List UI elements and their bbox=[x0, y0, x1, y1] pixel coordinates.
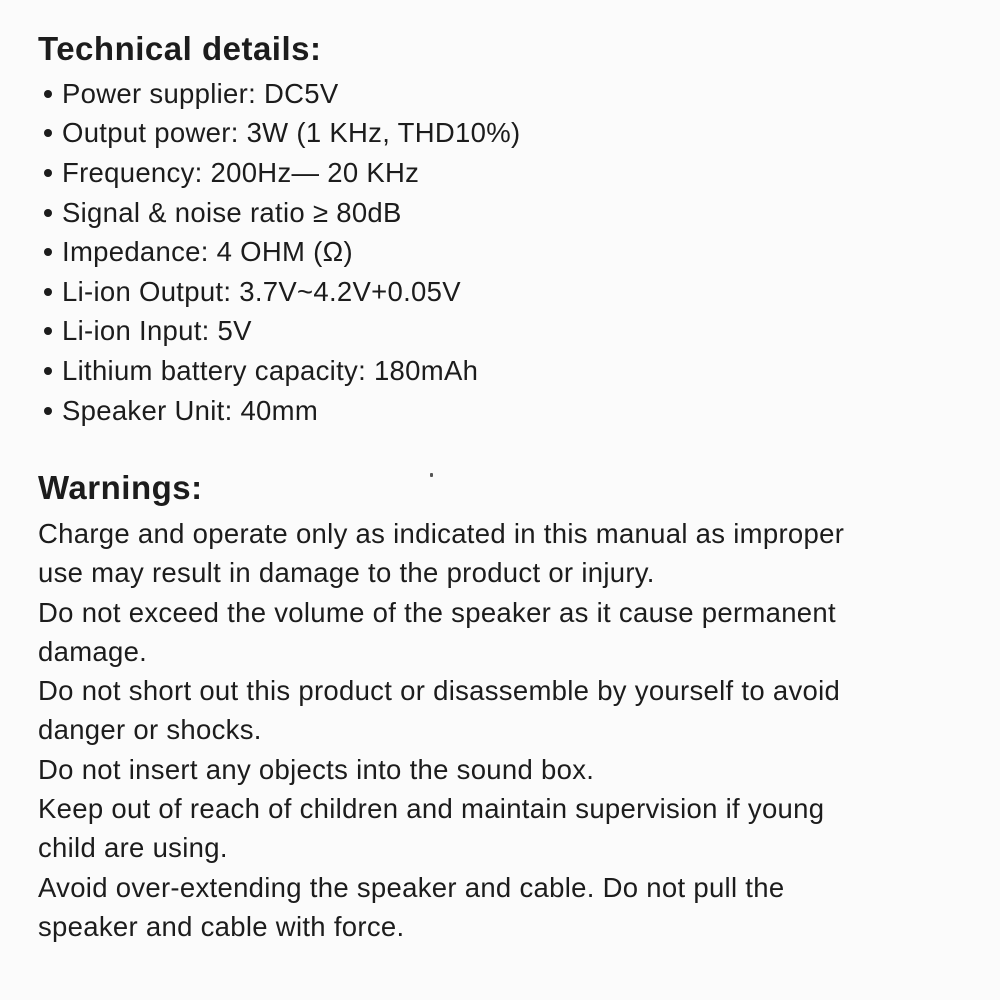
spec-item bbox=[44, 272, 520, 312]
spec-text: Speaker Unit: 40mm bbox=[62, 394, 319, 426]
warning-line: Do not exceed the volume of the speaker as it cause permanent bbox=[38, 596, 836, 628]
print-speck bbox=[430, 473, 433, 477]
spec-text: Power supplier: DC5V bbox=[62, 77, 339, 109]
spec-text: Signal & noise ratio ≥ 80dB bbox=[62, 196, 402, 228]
spec-text: Lithium battery capacity: 180mAh bbox=[62, 354, 479, 386]
warning-line: Avoid over-extending the speaker and cable. Do not pull the bbox=[38, 871, 785, 903]
spec-item bbox=[44, 351, 520, 391]
spec-text: Li-ion Input: 5V bbox=[62, 315, 252, 347]
technical-details-heading: Technical details: bbox=[38, 30, 322, 67]
warning-line: speaker and cable with force. bbox=[38, 910, 405, 942]
bullet-icon bbox=[44, 90, 52, 98]
bullet-icon bbox=[44, 407, 52, 415]
warning-line: child are using. bbox=[38, 832, 228, 864]
spec-item bbox=[44, 114, 520, 154]
spec-text: Output power: 3W (1 KHz, THD10%) bbox=[62, 117, 521, 149]
spec-text: Impedance: 4 OHM (Ω) bbox=[62, 236, 353, 268]
bullet-icon bbox=[44, 248, 52, 256]
technical-details-list bbox=[44, 74, 520, 430]
warning-line: Do not insert any objects into the sound box. bbox=[38, 753, 595, 785]
spec-item bbox=[44, 391, 520, 431]
warnings-heading: Warnings: bbox=[38, 469, 203, 506]
warning-line: Do not short out this product or disassemble by yourself to avoid bbox=[38, 675, 841, 707]
spec-item bbox=[44, 153, 520, 193]
warning-line: damage. bbox=[38, 635, 148, 667]
bullet-icon bbox=[44, 367, 52, 375]
spec-text: Li-ion Output: 3.7V~4.2V+0.05V bbox=[62, 275, 461, 307]
bullet-icon bbox=[44, 209, 52, 217]
spec-item bbox=[44, 74, 520, 114]
warning-line: Charge and operate only as indicated in this manual as improper bbox=[38, 518, 845, 549]
spec-text: Frequency: 200Hz— 20 KHz bbox=[62, 156, 420, 188]
bullet-icon bbox=[44, 169, 52, 177]
warning-line: Keep out of reach of children and maintain supervision if young bbox=[38, 793, 825, 825]
warning-line: danger or shocks. bbox=[38, 714, 262, 746]
warning-line: use may result in damage to the product or injury. bbox=[38, 557, 655, 589]
bullet-icon bbox=[44, 288, 52, 296]
spec-item bbox=[44, 193, 520, 233]
spec-item bbox=[44, 312, 520, 352]
bullet-icon bbox=[44, 129, 52, 137]
warnings-text bbox=[38, 514, 988, 946]
bullet-icon bbox=[44, 327, 52, 335]
spec-item bbox=[44, 232, 520, 272]
